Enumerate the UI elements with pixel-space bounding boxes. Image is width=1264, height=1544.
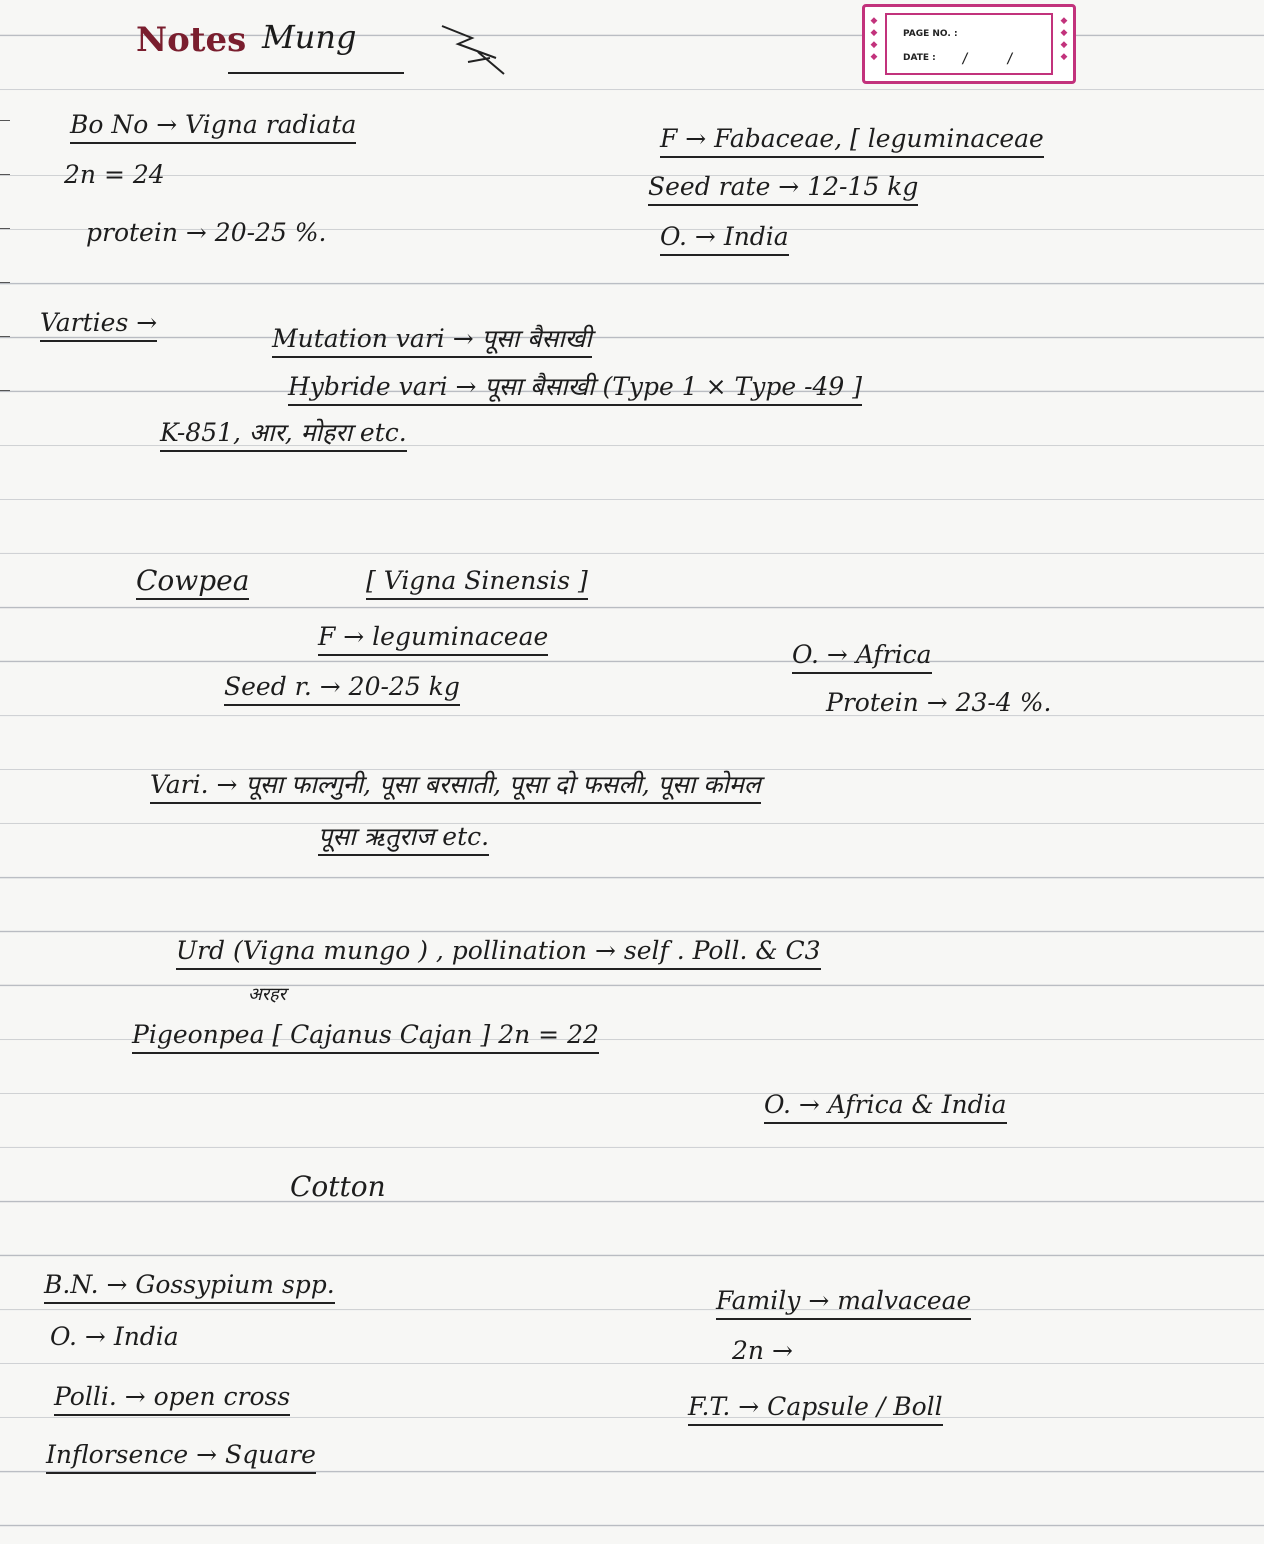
cowpea-title: Cowpea: [136, 566, 249, 600]
pigeonpea-hindi-note: अरहर: [248, 984, 287, 1005]
cotton-pollination: Polli. → open cross: [54, 1382, 290, 1416]
mung-family: F → Fabaceae, [ leguminaceae: [660, 124, 1044, 158]
date-label: DATE :: [903, 53, 936, 63]
scribble-mark: [438, 18, 508, 78]
pigeonpea-origin: O. → Africa & India: [764, 1090, 1007, 1124]
margin-tick: [0, 282, 10, 283]
cowpea-family: F → leguminaceae: [318, 622, 548, 656]
cowpea-origin: O. → Africa: [792, 640, 932, 674]
date-value: / /: [961, 51, 1029, 67]
cowpea-botanical-name: [ Vigna Sinensis ]: [366, 566, 588, 600]
title-underline: [228, 72, 404, 74]
margin-tick: [0, 174, 10, 175]
stamp-ornament: ◆ ◆ ◆ ◆: [870, 16, 878, 62]
stamp-ornament: ◆ ◆ ◆ ◆: [1060, 16, 1068, 62]
mung-other-varieties: K-851, आर, मोहरा etc.: [160, 418, 407, 452]
mung-hybrid-variety: Hybride vari → पूसा बैसाखी (Type 1 × Type -49 ]: [288, 372, 862, 406]
page-subject: Mung: [262, 18, 357, 56]
cotton-chromosome: 2n →: [732, 1336, 793, 1365]
mung-mutation-variety: Mutation vari → पूसा बैसाखी: [272, 324, 592, 358]
mung-protein: protein → 20-25 %.: [86, 218, 327, 247]
cotton-origin: O. → India: [50, 1322, 179, 1351]
cowpea-varieties: Vari. → पूसा फाल्गुनी, पूसा बरसाती, पूसा दो फसली, पूसा कोमल: [150, 770, 761, 804]
cowpea-protein: Protein → 23-4 %.: [826, 688, 1052, 717]
cowpea-seed-rate: Seed r. → 20-25 kg: [224, 672, 460, 706]
page-stamp: [862, 4, 1076, 84]
margin-tick: [0, 228, 10, 229]
cotton-fruit-type: F.T. → Capsule / Boll: [688, 1392, 943, 1426]
margin-tick: [0, 390, 10, 391]
urd-line: Urd (Vigna mungo ) , pollination → self . Poll. & C3: [176, 936, 821, 970]
page-title: Notes: [136, 20, 247, 60]
cotton-inflorescence: Inflorsence → Square: [46, 1440, 316, 1474]
page-no-label: PAGE NO. :: [903, 29, 958, 39]
cotton-botanical-name: B.N. → Gossypium spp.: [44, 1270, 335, 1304]
mung-seed-rate: Seed rate → 12-15 kg: [648, 172, 918, 206]
mung-varieties-label: Varties →: [40, 308, 157, 342]
cotton-title: Cotton: [290, 1170, 386, 1203]
mung-origin: O. → India: [660, 222, 789, 256]
margin-tick: [0, 336, 10, 337]
cotton-family: Family → malvaceae: [716, 1286, 971, 1320]
pigeonpea-line: Pigeonpea [ Cajanus Cajan ] 2n = 22: [132, 1020, 599, 1054]
cowpea-varieties-continued: पूसा ऋतुराज etc.: [318, 822, 489, 856]
mung-botanical-name: Bo No → Vigna radiata: [70, 110, 356, 144]
margin-tick: [0, 120, 10, 121]
mung-chromosome: 2n = 24: [64, 160, 165, 189]
